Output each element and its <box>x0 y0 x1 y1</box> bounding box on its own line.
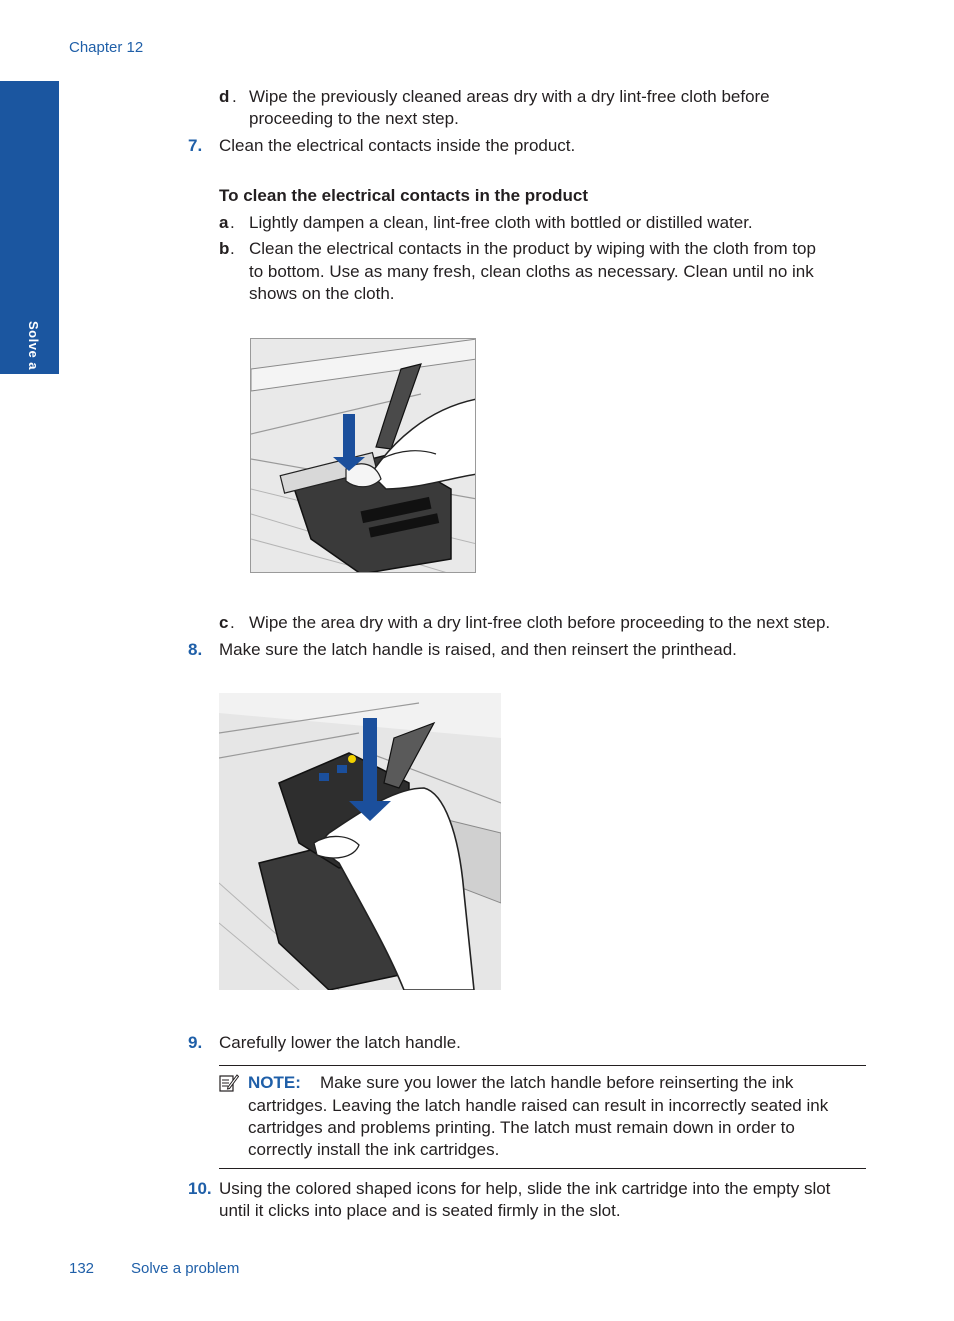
note-label: NOTE: <box>248 1073 301 1092</box>
step-7-number: 7. <box>188 136 203 155</box>
step-d-marker: d <box>219 87 230 106</box>
note-icon <box>219 1073 239 1093</box>
side-tab-label: Solve a problem <box>26 321 41 429</box>
side-tab <box>0 81 59 429</box>
reinsert-printhead-illustration <box>219 693 501 990</box>
note-line2: cartridges. Leaving the latch handle raised can result in incorrectly seated ink <box>248 1096 829 1115</box>
note-line4: correctly install the ink cartridges. <box>248 1140 500 1159</box>
subheading: To clean the electrical contacts in the product <box>219 186 589 205</box>
footer-section: Solve a problem <box>131 1260 240 1277</box>
step-c-text: Wipe the area dry with a dry lint-free cloth before proceeding to the next step. <box>249 613 831 632</box>
step-d-text-line2: proceeding to the next step. <box>249 109 459 128</box>
step-8-text: Make sure the latch handle is raised, and then reinsert the printhead. <box>219 640 737 659</box>
step-a-text: Lightly dampen a clean, lint-free cloth with bottled or distilled water. <box>249 213 753 232</box>
step-9-text: Carefully lower the latch handle. <box>219 1033 461 1052</box>
step-10-line1: Using the colored shaped icons for help, slide the ink cartridge into the empty slot <box>219 1179 831 1198</box>
step-10-line2: until it clicks into place and is seated firmly in the slot. <box>219 1201 621 1220</box>
step-10-number: 10. <box>188 1179 212 1198</box>
cleaning-contacts-illustration <box>250 338 476 573</box>
step-b-marker: b <box>219 239 230 258</box>
step-b-line1: Clean the electrical contacts in the product by wiping with the cloth from top <box>249 239 816 258</box>
note-top-rule <box>219 1065 866 1066</box>
step-9-number: 9. <box>188 1033 203 1052</box>
step-b-line2: to bottom. Use as many fresh, clean cloths as necessary. Clean until no ink <box>249 262 814 281</box>
step-8-number: 8. <box>188 640 203 659</box>
page-number: 132 <box>69 1260 95 1277</box>
step-c-marker: c <box>219 613 229 632</box>
chapter-label: Chapter 12 <box>69 39 144 56</box>
step-b-line3: shows on the cloth. <box>249 284 395 303</box>
note-bottom-rule <box>219 1168 866 1169</box>
step-7-text: Clean the electrical contacts inside the product. <box>219 136 576 155</box>
step-a-marker: a <box>219 213 229 232</box>
step-d-text-line1: Wipe the previously cleaned areas dry with a dry lint-free cloth before <box>249 87 770 106</box>
note-line3: cartridges and problems printing. The latch must remain down in order to <box>248 1118 795 1137</box>
note-line1: Make sure you lower the latch handle before reinserting the ink <box>320 1073 794 1092</box>
